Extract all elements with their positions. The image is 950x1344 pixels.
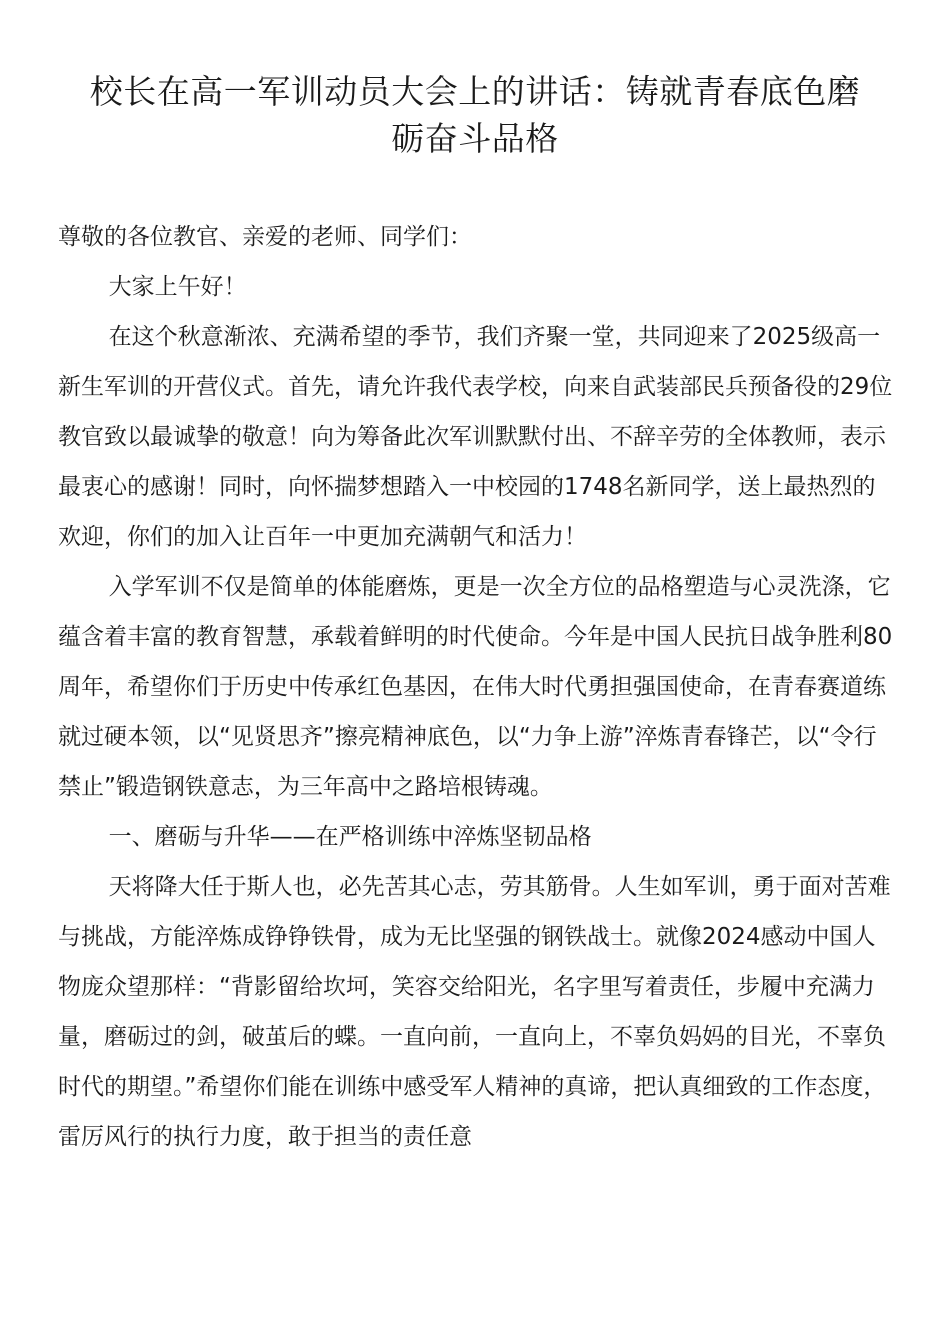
document-body xyxy=(58,212,894,1162)
salutation: 尊敬的各位教官、亲爱的老师、同学们： xyxy=(58,224,472,250)
title-line-1: 校长在高一军训动员大会上的讲话：铸就青春底色磨 xyxy=(89,72,861,111)
section-heading-1: 一、磨砺与升华——在严格训练中淬炼坚韧品格 xyxy=(108,824,592,850)
paragraph-section-1: 天将降大任于斯人也，必先苦其心志，劳其筋骨。人生如军训，勇于面对苦难与挑战，方能淬炼成铮铮铁骨，成为无比坚强的钢铁战士。就像2024感动中国人物庞众望那样：“背影留给坎坷，笑容交给阳光，名字里写着责任，步履中充满力量，磨砺过的剑，破茧后的蝶。一直向前，一直向上，不辜负妈妈的目光，不辜负时代的期望。”希望你们能在训练中感受军人精神的真谛，把认真细致的工作态度，雷厉风行的执行力度，敢于担当的责任意 xyxy=(58,874,891,1150)
paragraph-opening: 在这个秋意渐浓、充满希望的季节，我们齐聚一堂，共同迎来了2025级高一新生军训的开营仪式。首先，请允许我代表学校，向来自武装部民兵预备役的29位教官致以最诚挚的敬意！向为筹备此次军训默默付出、不辞辛劳的全体教师，表示最衷心的感谢！同时，向怀揣梦想踏入一中校园的1748名新同学，送上最热烈的欢迎，你们的加入让百年一中更加充满朝气和活力！ xyxy=(58,324,893,550)
greeting: 大家上午好！ xyxy=(108,274,247,300)
document-title xyxy=(40,68,910,162)
paragraph-military-training: 入学军训不仅是简单的体能磨炼，更是一次全方位的品格塑造与心灵洗涤，它蕴含着丰富的教育智慧，承载着鲜明的时代使命。今年是中国人民抗日战争胜利80周年，希望你们于历史中传承红色基因，在伟大时代勇担强国使命，在青春赛道练就过硬本领，以“见贤思齐”擦亮精神底色，以“力争上游”淬炼青春锋芒，以“令行禁止”锻造钢铁意志，为三年高中之路培根铸魂。 xyxy=(58,574,893,800)
title-line-2: 砺奋斗品格 xyxy=(391,119,559,158)
